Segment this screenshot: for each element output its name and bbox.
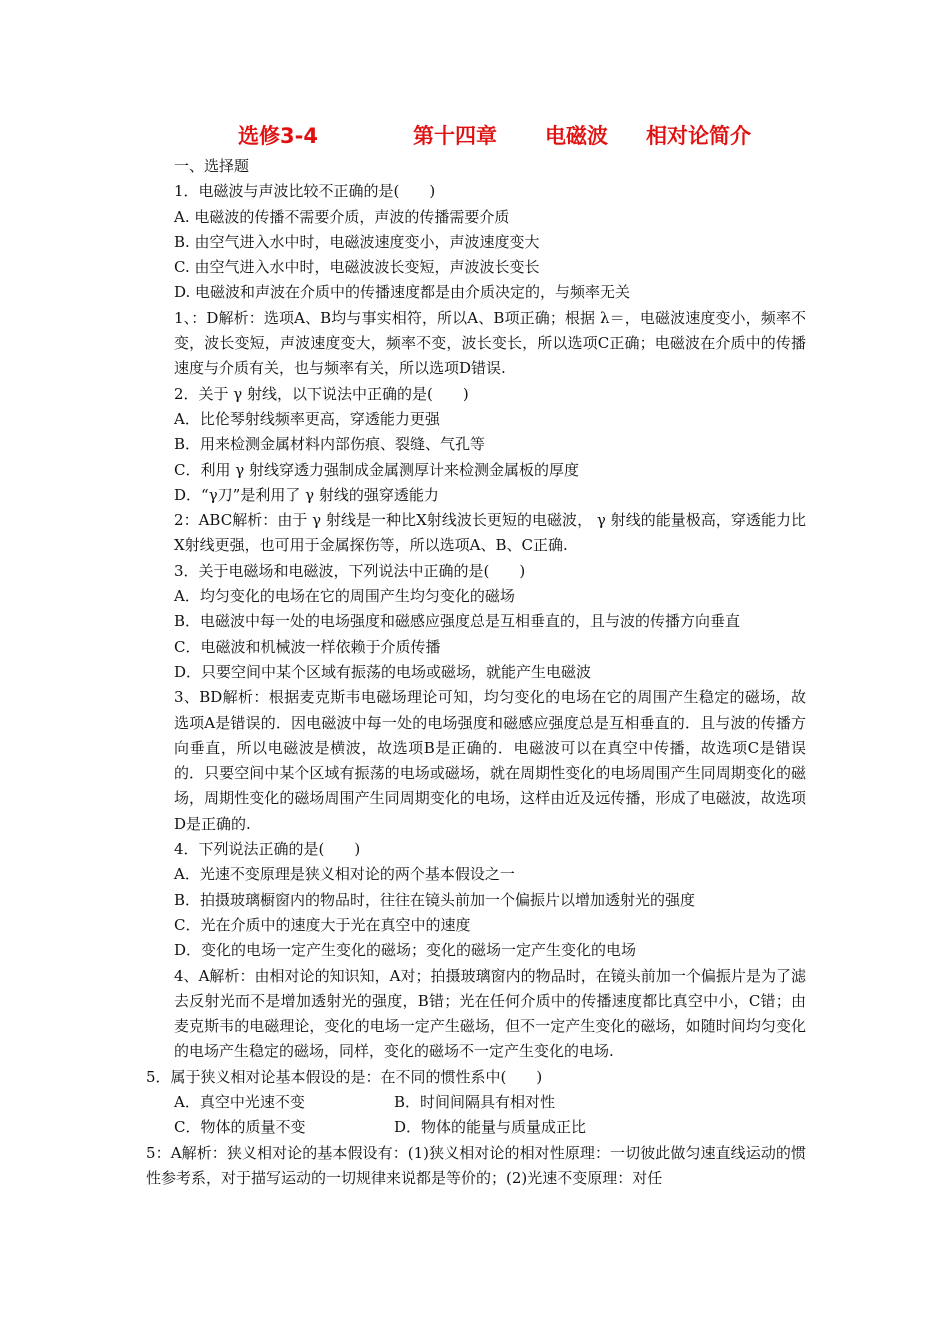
question-4: 4．下列说法正确的是( ) bbox=[174, 840, 361, 859]
q5-options-row-1 bbox=[146, 1090, 806, 1115]
page-title bbox=[0, 120, 950, 154]
q5-answer: 5：A解析：狭义相对论的基本假设有：(1)狭义相对论的相对性原理：一切彼此做匀速直线运动的惯性参考系，对于描写运动的一切规律来说都是等价的；(2)光速不变原理：对任 bbox=[146, 1143, 806, 1187]
q3-option-c: C．电磁波和机械波一样依赖于介质传播 bbox=[174, 637, 441, 656]
q4-option-c: C．光在介质中的速度大于光在真空中的速度 bbox=[174, 915, 471, 934]
q5-options-row-2 bbox=[146, 1115, 806, 1140]
document-body bbox=[146, 154, 806, 1191]
q4-answer: 4、A解析：由相对论的知识知，A对；拍摄玻璃窗内的物品时，在镜头前加一个偏振片是为了滤去反射光而不是增加透射光的强度，B错；光在任何介质中的传播速度都比真空中小，C错；由麦克斯韦的电磁理论，变化的电场一定产生磁场，但不一定产生变化的磁场，如随时间均匀变化的电场产生稳定的磁场，同样，变化的磁场不一定产生变化的电场. bbox=[174, 966, 806, 1061]
q3-option-d: D．只要空间中某个区域有振荡的电场或磁场，就能产生电磁波 bbox=[174, 662, 592, 681]
q3-answer: 3、BD解析：根据麦克斯韦电磁场理论可知，均匀变化的电场在它的周围产生稳定的磁场，故选项A是错误的．因电磁波中每一处的电场强度和磁感应强度总是互相垂直的．且与波的传播方向垂直，所以电磁波是横波，故选项B是正确的．电磁波可以在真空中传播，故选项C是错误的．只要空间中某个区域有振荡的电场或磁场，就在周期性变化的电场周围产生同周期变化的磁场，周期性变化的磁场周围产生同周期变化的电场，这样由近及远传播，形成了电磁波，故选项D是正确的. bbox=[174, 688, 806, 833]
q2-answer: 2：ABC解析：由于 γ 射线是一种比X射线波长更短的电磁波， γ 射线的能量极高，穿透能力比X射线更强，也可用于金属探伤等，所以选项A、B、C正确. bbox=[174, 511, 806, 555]
title-chapter: 第十四章 bbox=[413, 124, 497, 148]
q1-option-a: A. 电磁波的传播不需要介质，声波的传播需要介质 bbox=[174, 207, 510, 226]
question-5: 5．属于狭义相对论基本假设的是：在不同的惯性系中( ) bbox=[146, 1067, 543, 1086]
title-course: 选修3-4 bbox=[238, 124, 318, 148]
question-1: 1．电磁波与声波比较不正确的是( ) bbox=[174, 182, 436, 201]
q4-option-b: B．拍摄玻璃橱窗内的物品时，往往在镜头前加一个偏振片以增加透射光的强度 bbox=[174, 890, 696, 909]
q2-option-b: B．用来检测金属材料内部伤痕、裂缝、气孔等 bbox=[174, 435, 486, 454]
q5-option-d: D．物体的能量与质量成正比 bbox=[394, 1118, 587, 1137]
section-heading: 一、选择题 bbox=[174, 157, 250, 175]
title-topic: 电磁波 bbox=[545, 124, 608, 148]
q3-option-a: A．均匀变化的电场在它的周围产生均匀变化的磁场 bbox=[174, 587, 515, 606]
q5-option-c: C．物体的质量不变 bbox=[174, 1118, 306, 1137]
q2-option-d: D．“γ刀”是利用了 γ 射线的强穿透能力 bbox=[174, 485, 439, 504]
q4-option-a: A．光速不变原理是狭义相对论的两个基本假设之一 bbox=[174, 865, 515, 884]
q3-option-b: B．电磁波中每一处的电场强度和磁感应强度总是互相垂直的，且与波的传播方向垂直 bbox=[174, 612, 741, 631]
q1-option-d: D. 电磁波和声波在介质中的传播速度都是由介质决定的，与频率无关 bbox=[174, 283, 631, 302]
q1-option-b: B. 由空气进入水中时，电磁波速度变小，声波速度变大 bbox=[174, 232, 540, 251]
q5-option-a: A．真空中光速不变 bbox=[174, 1092, 305, 1111]
q2-option-a: A．比伦琴射线频率更高，穿透能力更强 bbox=[174, 409, 440, 428]
q1-option-c: C. 由空气进入水中时，电磁波波长变短，声波波长变长 bbox=[174, 258, 540, 277]
q1-answer: 1、：D解析：选项A、B均与事实相符，所以A、B项正确；根据 λ＝，电磁波速度变小，频率不变，波长变短，声波速度变大，频率不变，波长变长，所以选项C正确；电磁波在介质中的传播速度与介质有关，也与频率有关，所以选项D错误. bbox=[174, 308, 806, 378]
title-subtopic: 相对论简介 bbox=[646, 124, 751, 148]
question-2: 2．关于 γ 射线，以下说法中正确的是( ) bbox=[174, 384, 469, 403]
q2-option-c: C．利用 γ 射线穿透力强制成金属测厚计来检测金属板的厚度 bbox=[174, 460, 579, 479]
question-3: 3．关于电磁场和电磁波，下列说法中正确的是( ) bbox=[174, 561, 526, 580]
q5-option-b: B．时间间隔具有相对性 bbox=[394, 1092, 556, 1111]
q4-option-d: D．变化的电场一定产生变化的磁场；变化的磁场一定产生变化的电场 bbox=[174, 941, 637, 960]
